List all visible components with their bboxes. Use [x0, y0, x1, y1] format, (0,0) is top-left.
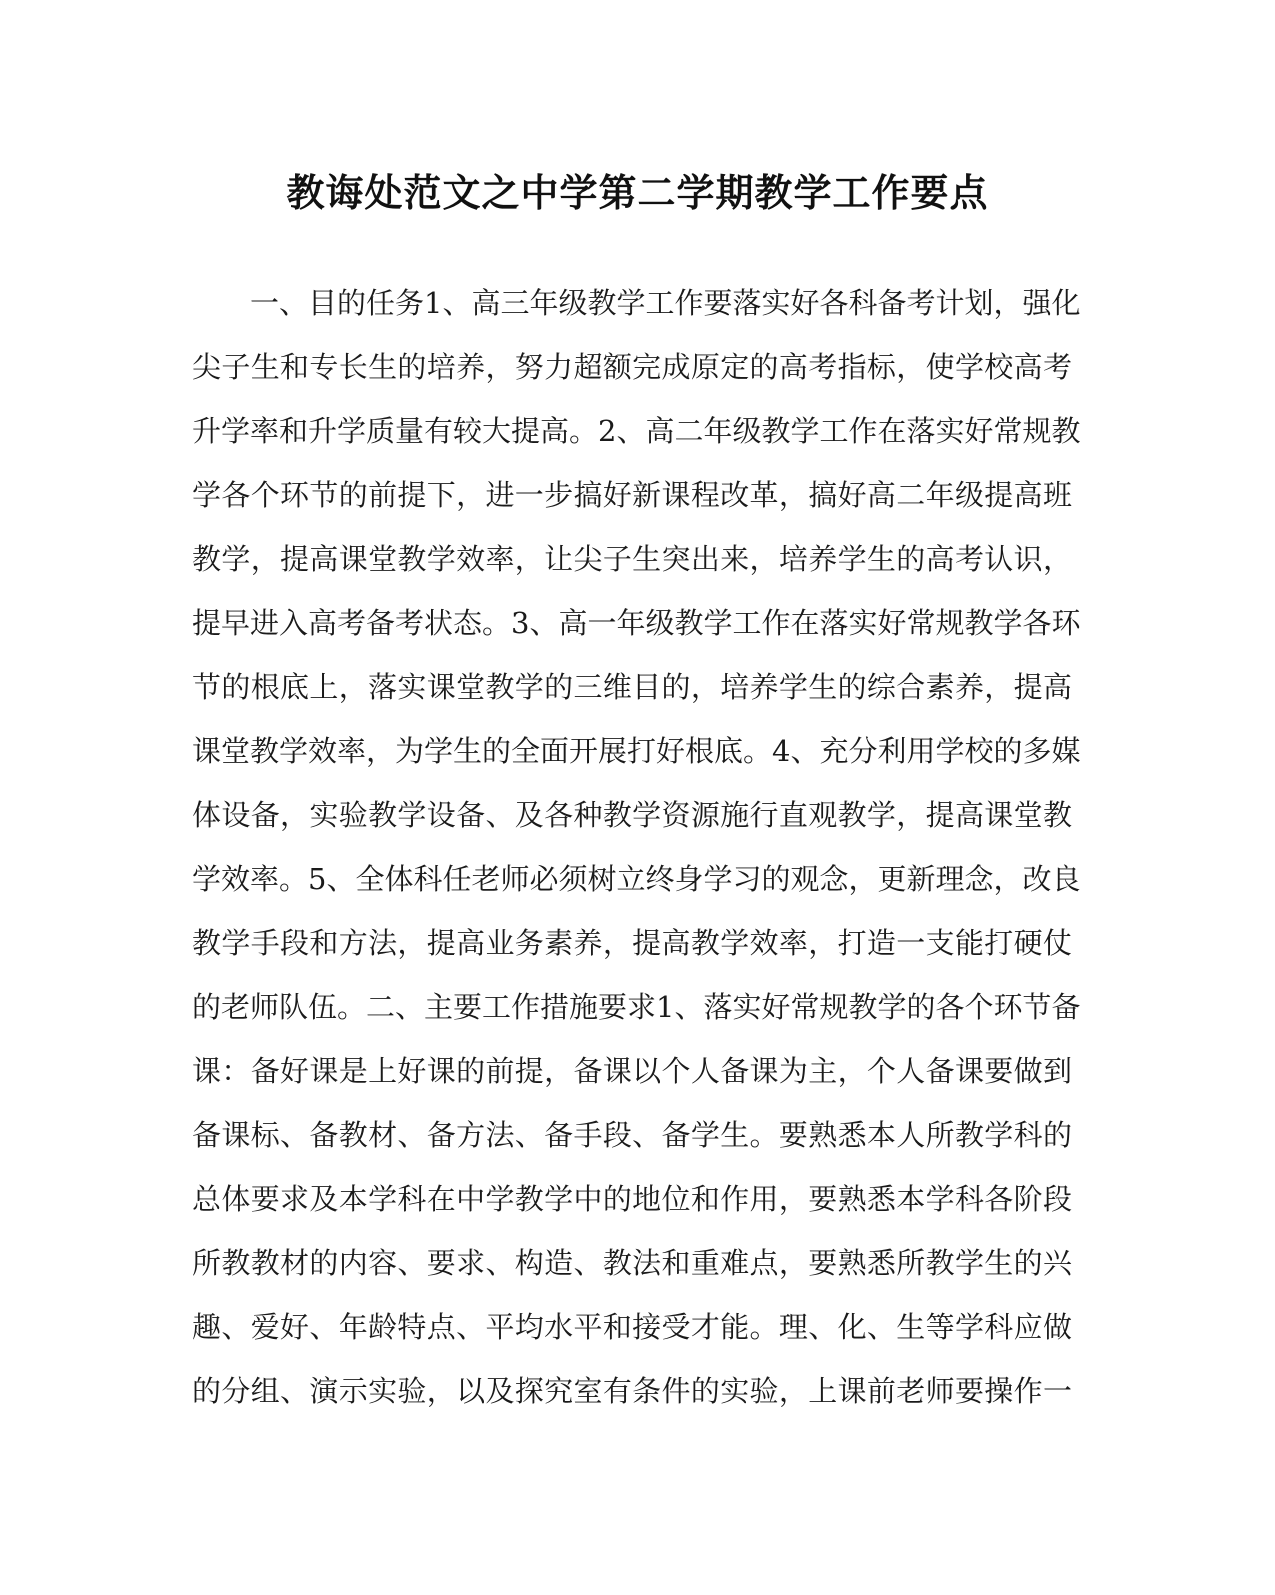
- body-line: 学效率。5、全体科任老师必须树立终身学习的观念，更新理念，改良: [192, 862, 1081, 896]
- body-line: 教学手段和方法，提高业务素养，提高教学效率，打造一支能打硬仗: [192, 926, 1072, 960]
- body-line: 趣、爱好、年龄特点、平均水平和接受才能。理、化、生等学科应做: [192, 1310, 1072, 1344]
- body-line: 课：备好课是上好课的前提，备课以个人备课为主，个人备课要做到: [192, 1054, 1072, 1088]
- document-title: 教诲处范文之中学第二学期教学工作要点: [286, 170, 989, 215]
- body-line: 课堂教学效率，为学生的全面开展打好根底。4、充分利用学校的多媒: [192, 734, 1081, 768]
- body-line: 升学率和升学质量有较大提高。2、高二年级教学工作在落实好常规教: [192, 414, 1081, 448]
- body-line: 提早进入高考备考状态。3、高一年级教学工作在落实好常规教学各环: [192, 606, 1081, 640]
- body-line: 所教教材的内容、要求、构造、教法和重难点，要熟悉所教学生的兴: [192, 1246, 1072, 1280]
- body-line: 尖子生和专长生的培养，努力超额完成原定的高考指标，使学校高考: [192, 350, 1072, 384]
- body-line: 体设备，实验教学设备、及各种教学资源施行直观教学，提高课堂教: [192, 798, 1072, 832]
- body-line: 学各个环节的前提下，进一步搞好新课程改革，搞好高二年级提高班: [192, 478, 1072, 512]
- body-line: 教学，提高课堂教学效率，让尖子生突出来，培养学生的高考认识，: [192, 542, 1072, 576]
- body-line: 的老师队伍。二、主要工作措施要求1、落实好常规教学的各个环节备: [192, 990, 1081, 1024]
- body-line: 总体要求及本学科在中学教学中的地位和作用，要熟悉本学科各阶段: [192, 1182, 1072, 1216]
- body-line: 节的根底上，落实课堂教学的三维目的，培养学生的综合素养，提高: [192, 670, 1072, 704]
- body-line: 的分组、演示实验，以及探究室有条件的实验，上课前老师要操作一: [192, 1374, 1072, 1408]
- body-line: 一、目的任务1、高三年级教学工作要落实好各科备考计划，强化: [250, 286, 1081, 320]
- body-line: 备课标、备教材、备方法、备手段、备学生。要熟悉本人所教学科的: [192, 1118, 1072, 1152]
